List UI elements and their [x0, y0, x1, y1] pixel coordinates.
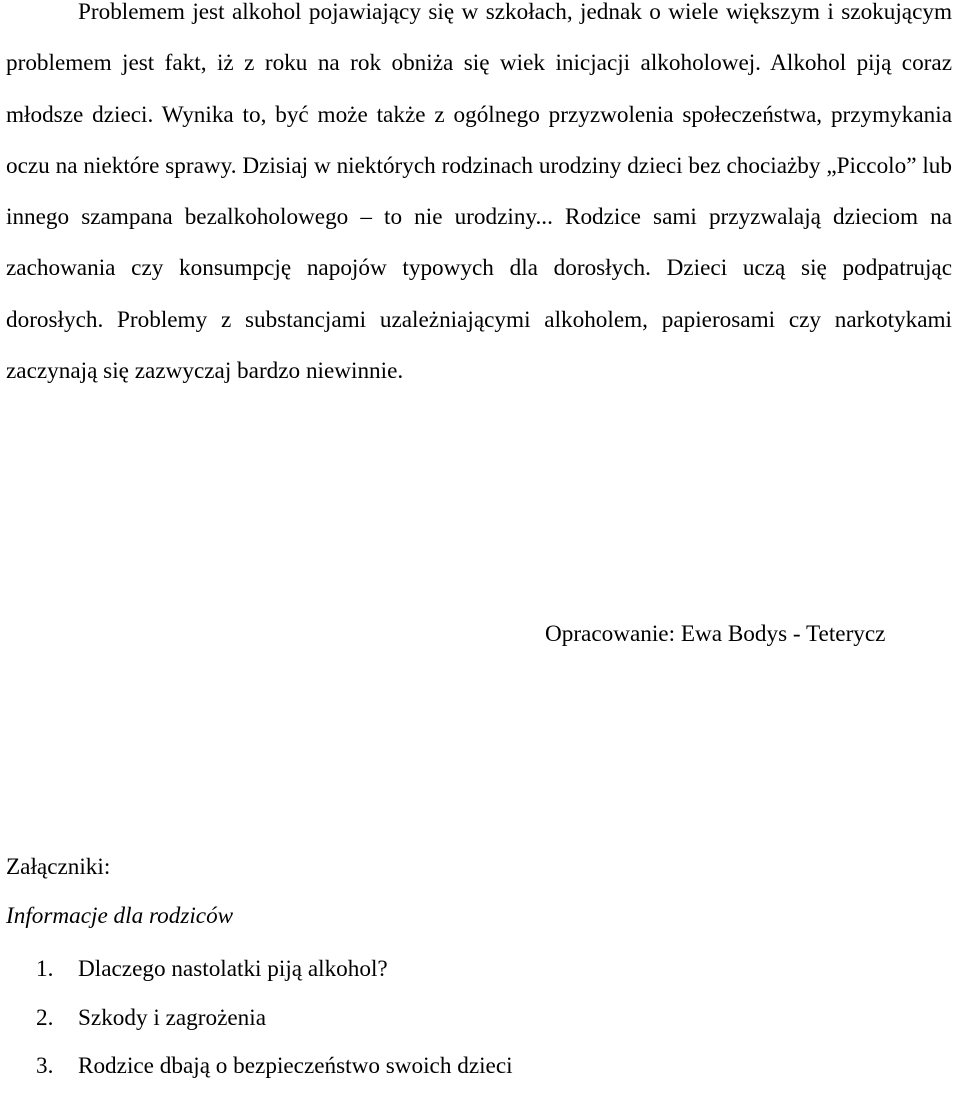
author-credit: Opracowanie: Ewa Bodys - Teterycz [545, 621, 886, 647]
list-item-number: 3. [36, 1053, 54, 1079]
list-item-number: 1. [36, 956, 54, 982]
body-paragraph: Problemem jest alkohol pojawiający się w szkołach, jednak o wiele większym i szokującym problemem jest fakt, iż z roku na rok obniża się wiek inicjacji alkoholowej. Alkohol piją coraz młodsze dzieci. Wynika to, być może także z ogólnego przyzwolenia społeczeństwa, przymykania oczu na niektóre sprawy. Dzisiaj w niektórych rodzinach urodziny dzieci bez chociażby „Piccolo” lub innego szampana bezalkoholowego – to nie urodziny... Rodzice sami przyzwalają dzieciom na zachowania czy konsumpcję napojów typowych dla dorosłych. Dzieci uczą się podpatrując dorosłych. Problemy z substancjami uzależniającymi alkoholem, papierosami czy narkotykami zaczynają się zazwyczaj bardzo niewinnie. [6, 0, 952, 385]
list-item-text: Rodzice dbają o bezpieczeństwo swoich dzieci [78, 1053, 513, 1079]
attachments-heading: Załączniki: [6, 854, 111, 880]
attachments-subheading: Informacje dla rodziców [6, 903, 234, 929]
list-item-number: 2. [36, 1004, 54, 1031]
list-item-text: Szkody i zagrożenia [78, 1004, 267, 1031]
list-item-text: Dlaczego nastolatki piją alkohol? [78, 956, 388, 982]
